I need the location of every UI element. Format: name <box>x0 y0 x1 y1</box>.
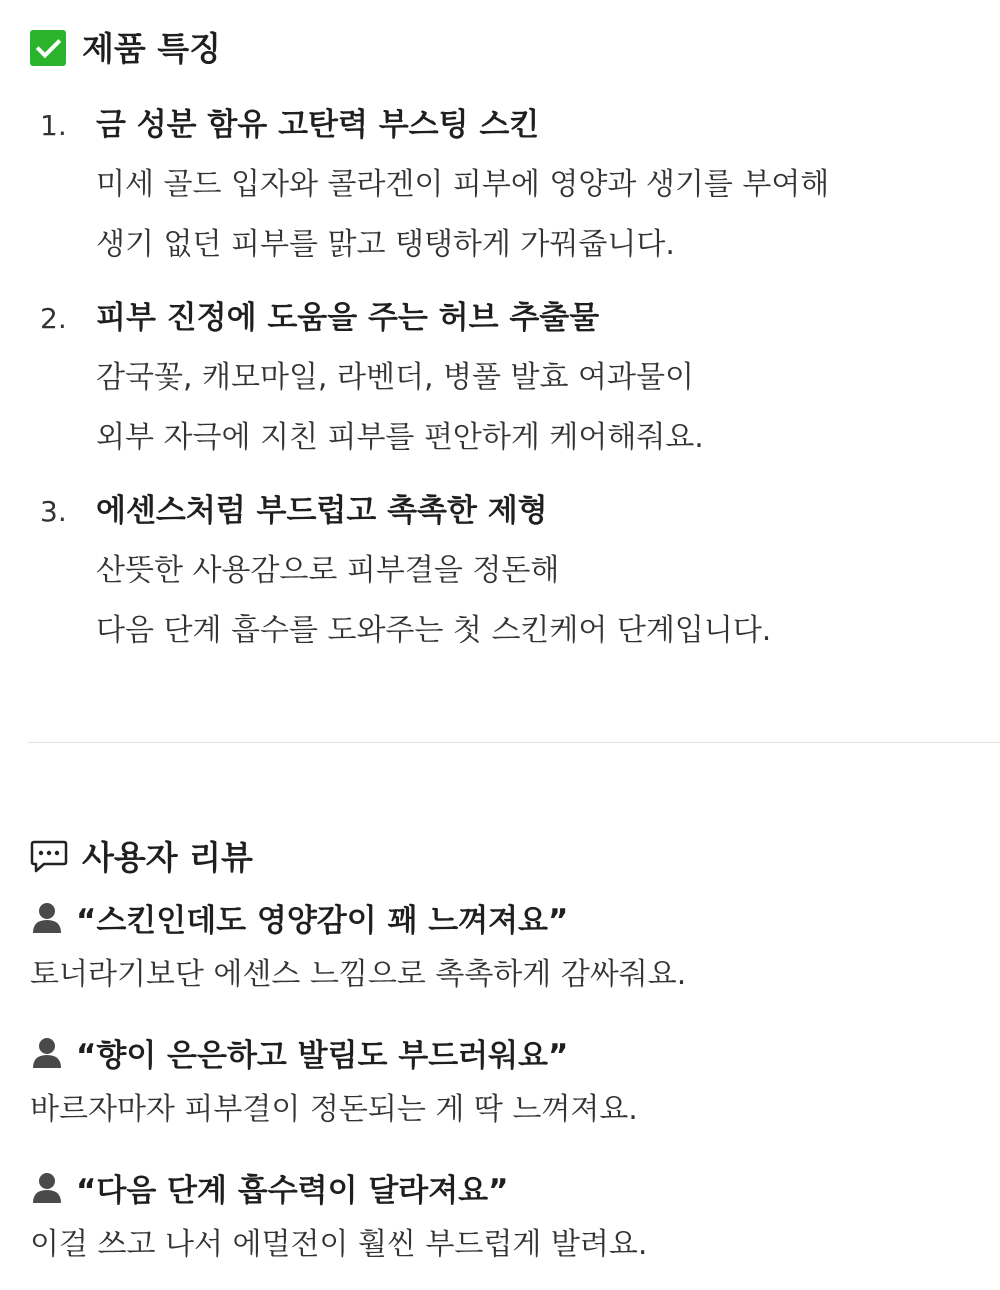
review-title-text: “다음 단계 흡수력이 달라져요” <box>76 1172 509 1209</box>
person-silhouette-icon <box>30 1170 64 1204</box>
review-title <box>30 888 990 946</box>
feature-title-text: 에센스처럼 부드럽고 촉촉한 제형 <box>96 493 548 529</box>
feature-description-line: 산뜻한 사용감으로 피부결을 정돈해 <box>96 553 560 588</box>
review-title-text: “향이 은은하고 발림도 부드러워요” <box>76 1037 569 1074</box>
person-silhouette-icon <box>30 900 64 934</box>
feature-description-line: 미세 골드 입자와 콜라겐이 피부에 영양과 생기를 부여해 <box>96 167 830 202</box>
review-item-2 <box>30 1023 990 1139</box>
feature-description-line: 생기 없던 피부를 맑고 탱탱하게 가꿔줍니다. <box>96 227 675 262</box>
feature-number: 2. <box>40 302 67 335</box>
feature-number: 3. <box>40 495 67 528</box>
review-item-3 <box>30 1158 990 1274</box>
review-body: 바르자마자 피부결이 정돈되는 게 딱 느껴져요. <box>30 1092 638 1127</box>
feature-title <box>40 288 980 348</box>
speech-bubble-icon <box>30 840 68 874</box>
feature-item-1 <box>40 95 980 275</box>
feature-item-3 <box>40 481 980 661</box>
feature-description-line: 다음 단계 흡수를 도와주는 첫 스킨케어 단계입니다. <box>96 613 772 648</box>
review-title-text: “스킨인데도 영양감이 꽤 느껴져요” <box>76 902 569 939</box>
review-body: 토너라기보단 에센스 느낌으로 촉촉하게 감싸줘요. <box>30 957 687 992</box>
review-body: 이걸 쓰고 나서 에멀전이 훨씬 부드럽게 발려요. <box>30 1227 648 1262</box>
person-silhouette-icon <box>30 1035 64 1069</box>
feature-title-text: 금 성분 함유 고탄력 부스팅 스킨 <box>96 107 540 143</box>
features-heading <box>30 30 221 66</box>
feature-description-line: 외부 자극에 지친 피부를 편안하게 케어해줘요. <box>96 420 704 455</box>
feature-item-2 <box>40 288 980 468</box>
feature-title <box>40 95 980 155</box>
reviews-heading-label: 사용자 리뷰 <box>82 837 253 877</box>
feature-description-line: 감국꽃, 캐모마일, 라벤더, 병풀 발효 여과물이 <box>96 360 694 395</box>
reviews-heading <box>30 837 253 877</box>
review-item-1 <box>30 888 990 1004</box>
features-heading-label: 제품 특징 <box>82 28 222 68</box>
feature-title-text: 피부 진정에 도움을 주는 허브 추출물 <box>96 300 600 336</box>
review-title <box>30 1023 990 1081</box>
section-divider <box>28 742 1000 743</box>
check-mark-button-icon <box>30 30 66 66</box>
feature-title <box>40 481 980 541</box>
review-title <box>30 1158 990 1216</box>
feature-number: 1. <box>40 109 67 142</box>
